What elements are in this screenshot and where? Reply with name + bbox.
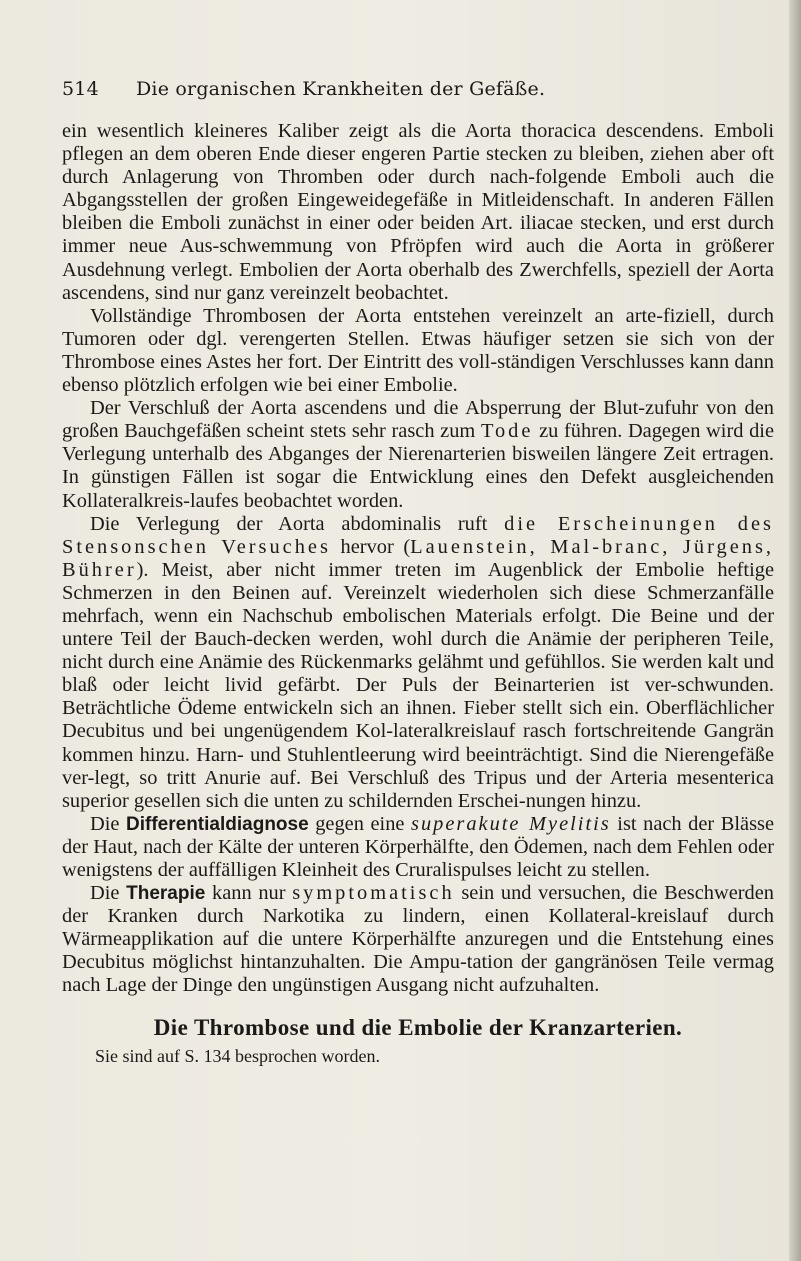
page-number: 514: [62, 78, 99, 100]
paragraph-5-text-a: Die: [90, 812, 127, 835]
paragraph-3: [62, 397, 774, 512]
paragraph-5-text-b: gegen eine: [308, 812, 412, 835]
paragraph-3-text-a: Der Verschluß der Aorta ascendens und die Absperrung der Blut-zufuhr von den großen Bauchgefäßen scheint stets sehr rasch zum: [62, 397, 774, 443]
paragraph-3-spaced: Tode: [480, 420, 534, 443]
page-spine-edge: [789, 0, 801, 1261]
paragraph-5-bold: Differentialdiagnose: [126, 813, 309, 835]
paragraph-1: ein wesentlich kleineres Kaliber zeigt als die Aorta thoracica descendens. Emboli pflegen an dem oberen Ende dieser engeren Partie stecken zu bleiben, ziehen aber oft durch Anlagerung von Thromben oder durch nach-folgende Emboli auch die Abgangsstellen der großen Eingeweidegefäße in Mitleidenschaft. In anderen Fällen bleiben die Emboli zunächst in einer oder beiden Art. iliacae stecken, und erst durch immer neue Aus-schwemmung von Pfröpfen wird auch die Aorta in größerer Ausdehnung verlegt. Embolien der Aorta oberhalb des Zwerchfells, speziell der Aorta ascendens, sind nur ganz vereinzelt beobachtet.: [62, 120, 774, 304]
paragraph-4-text-a: Die Verlegung der Aorta abdominalis ruft: [90, 512, 505, 535]
paragraph-6-spaced: symptomatisch: [292, 882, 455, 905]
paragraph-6-text-c: sein und versuchen, die Beschwerden der Kranken durch Narkotika zu lindern, einen Kollateral-kreislauf durch Wärmeapplikation auf die untere Körperhälfte anzuregen und die Entstehung eines Decubitus möglichst hintanzuhalten. Die Ampu-tation der gangränösen Teile vermag nach Lage der Dinge den ungünstigen Ausgang nicht aufzuhalten.: [62, 882, 774, 997]
paragraph-4-authors: Lauenstein, Mal-branc, Jürgens, Bührer: [62, 535, 775, 581]
running-title: Die organischen Krankheiten der Gefäße.: [136, 78, 546, 100]
paragraph-3-text-b: zu führen. Dagegen wird die Verlegung unterhalb des Abganges der Nierenarterien bisweilen längere Zeit ertragen. In günstigen Fällen ist sogar die Entwicklung eines den Defekt ausgleichenden Kollateralkreis-laufes beobachtet worden.: [62, 420, 774, 512]
paragraph-6-bold: Therapie: [126, 883, 206, 905]
body-text: [62, 120, 774, 1068]
paragraph-6-text-b: kann nur: [205, 882, 293, 905]
paragraph-6: [62, 882, 774, 997]
section-note: Sie sind auf S. 134 besprochen worden.: [95, 1045, 380, 1066]
section-heading: Die Thrombose und die Embolie der Kranzarterien.: [153, 1014, 683, 1040]
paragraph-6-text-a: Die: [90, 882, 127, 905]
paragraph-4-text-c: ). Meist, aber nicht immer treten im Augenblick der Embolie heftige Schmerzen in den Beinen auf. Vereinzelt wiederholen sich diese Schmerzanfälle mehrfach, wenn ein Nachschub embolischen Materials erfolgt. Die Beine und der untere Teil der Bauch-decken werden, wohl durch die Anämie der peripheren Teile, nicht durch eine Anämie des Rückenmarks gelähmt und gefühllos. Sie werden kalt und blaß oder leicht livid gefärbt. Der Puls der Beinarterien ist ver-schwunden. Beträchtliche Ödeme entwickeln sich an ihnen. Fieber stellt sich ein. Oberflächlicher Decubitus und bei ungenügendem Kol-lateralkreislauf rasch fortschreitende Gangrän kommen hinzu. Harn- und Stuhlentleerung wird beeinträchtigt. Sind die Nierengefäße ver-legt, so tritt Anurie auf. Bei Verschluß des Tripus und der Arteria mesenterica superior gesellen sich die unten zu schildernden Erschei-nungen hinzu.: [62, 558, 774, 812]
paragraph-5-italic: superakute Myelitis: [411, 812, 611, 835]
paragraph-5-text-c: ist nach der Blässe der Haut, nach der Kälte der unteren Körperhälfte, den Ödemen, nach dem Fehlen oder wenigstens der auffälligen Kleinheit des Cruralispulses leicht zu stellen.: [62, 812, 775, 881]
paragraph-5: [62, 813, 774, 882]
paragraph-4: [62, 513, 774, 813]
paragraph-2: Vollständige Thrombosen der Aorta entstehen vereinzelt an arte-fiziell, durch Tumoren oder dgl. verengerten Stellen. Etwas häufiger setzen sie sich von der Thrombose eines Astes her fort. Der Eintritt des voll-ständigen Verschlusses kann dann ebenso plötzlich erfolgen wie bei einer Embolie.: [62, 304, 774, 397]
paragraph-4-text-b: hervor (: [330, 535, 411, 558]
paragraph-4-spaced: die Erscheinungen des Stensonschen Versuches: [62, 512, 774, 558]
